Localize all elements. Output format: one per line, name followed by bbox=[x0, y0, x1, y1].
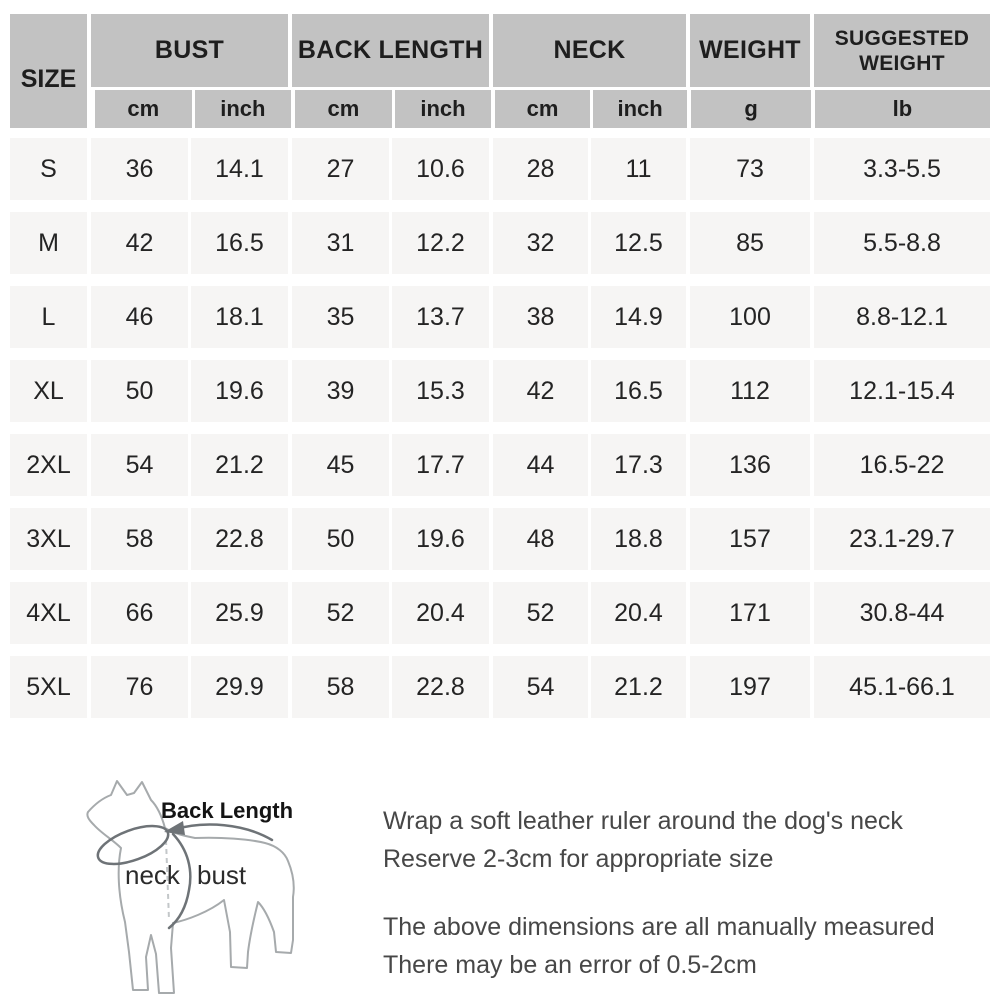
size-cell: 5XL bbox=[10, 656, 87, 718]
back-inch-cell: 13.7 bbox=[392, 286, 489, 348]
back-inch-cell: 17.7 bbox=[392, 434, 489, 496]
neck-inch-cell: 12.5 bbox=[591, 212, 686, 274]
neck-inch-cell: 16.5 bbox=[591, 360, 686, 422]
neck-cm-cell: 32 bbox=[493, 212, 588, 274]
note-line: There may be an error of 0.5-2cm bbox=[383, 951, 757, 979]
table-row bbox=[10, 656, 990, 718]
size-column-header: SIZE bbox=[10, 14, 87, 128]
neck-cm-cell: 38 bbox=[493, 286, 588, 348]
table-row bbox=[10, 138, 990, 200]
unit-weight-g: g bbox=[691, 90, 810, 128]
back-inch-cell: 15.3 bbox=[392, 360, 489, 422]
back-cm-cell: 45 bbox=[292, 434, 389, 496]
size-cell: S bbox=[10, 138, 87, 200]
bust-inch-cell: 18.1 bbox=[191, 286, 288, 348]
bust-cm-cell: 76 bbox=[91, 656, 188, 718]
size-chart-table bbox=[10, 14, 990, 730]
neck-inch-cell: 11 bbox=[591, 138, 686, 200]
column-group-weight: WEIGHT bbox=[690, 14, 810, 87]
weight-cell: 85 bbox=[690, 212, 810, 274]
back-inch-cell: 12.2 bbox=[392, 212, 489, 274]
neck-cm-cell: 42 bbox=[493, 360, 588, 422]
back-length-label: Back Length bbox=[161, 798, 294, 823]
unit-neck-cm: cm bbox=[495, 90, 590, 128]
neck-inch-cell: 18.8 bbox=[591, 508, 686, 570]
unit-back-cm: cm bbox=[295, 90, 392, 128]
back-cm-cell: 39 bbox=[292, 360, 389, 422]
column-group-suggested-weight: SUGGESTED WEIGHT bbox=[814, 14, 990, 87]
neck-inch-cell: 20.4 bbox=[591, 582, 686, 644]
neck-cm-cell: 52 bbox=[493, 582, 588, 644]
table-header bbox=[10, 14, 990, 128]
back-inch-cell: 20.4 bbox=[392, 582, 489, 644]
unit-neck-inch: inch bbox=[593, 90, 688, 128]
unit-bust-inch: inch bbox=[195, 90, 292, 128]
neck-cm-cell: 28 bbox=[493, 138, 588, 200]
suggested-weight-cell: 45.1-66.1 bbox=[814, 656, 990, 718]
bust-inch-cell: 14.1 bbox=[191, 138, 288, 200]
back-cm-cell: 35 bbox=[292, 286, 389, 348]
neck-label: neck bbox=[125, 860, 180, 890]
unit-back-inch: inch bbox=[395, 90, 492, 128]
bust-inch-cell: 19.6 bbox=[191, 360, 288, 422]
suggested-weight-cell: 12.1-15.4 bbox=[814, 360, 990, 422]
size-cell: L bbox=[10, 286, 87, 348]
note-line: Wrap a soft leather ruler around the dog's neck bbox=[383, 807, 903, 835]
neck-inch-cell: 14.9 bbox=[591, 286, 686, 348]
table-row bbox=[10, 212, 990, 274]
unit-suggested-lb: lb bbox=[815, 90, 990, 128]
bust-inch-cell: 29.9 bbox=[191, 656, 288, 718]
back-cm-cell: 27 bbox=[292, 138, 389, 200]
measurement-notes bbox=[383, 802, 973, 984]
neck-cm-cell: 54 bbox=[493, 656, 588, 718]
size-cell: 3XL bbox=[10, 508, 87, 570]
table-row bbox=[10, 434, 990, 496]
bust-cm-cell: 46 bbox=[91, 286, 188, 348]
weight-cell: 157 bbox=[690, 508, 810, 570]
bust-label: bust bbox=[197, 860, 247, 890]
back-cm-cell: 31 bbox=[292, 212, 389, 274]
weight-cell: 197 bbox=[690, 656, 810, 718]
column-group-bust: BUST bbox=[91, 14, 288, 87]
neck-cm-cell: 48 bbox=[493, 508, 588, 570]
suggested-weight-cell: 3.3-5.5 bbox=[814, 138, 990, 200]
table-row bbox=[10, 286, 990, 348]
back-cm-cell: 58 bbox=[292, 656, 389, 718]
back-inch-cell: 19.6 bbox=[392, 508, 489, 570]
neck-inch-cell: 21.2 bbox=[591, 656, 686, 718]
unit-header-row bbox=[91, 90, 990, 128]
size-cell: 4XL bbox=[10, 582, 87, 644]
bust-cm-cell: 36 bbox=[91, 138, 188, 200]
suggested-weight-cell: 16.5-22 bbox=[814, 434, 990, 496]
suggested-weight-cell: 30.8-44 bbox=[814, 582, 990, 644]
weight-cell: 136 bbox=[690, 434, 810, 496]
back-cm-cell: 52 bbox=[292, 582, 389, 644]
weight-cell: 100 bbox=[690, 286, 810, 348]
neck-inch-cell: 17.3 bbox=[591, 434, 686, 496]
table-row bbox=[10, 508, 990, 570]
column-group-neck: NECK bbox=[493, 14, 686, 87]
neck-cm-cell: 44 bbox=[493, 434, 588, 496]
weight-cell: 112 bbox=[690, 360, 810, 422]
note-line: The above dimensions are all manually measured bbox=[383, 913, 935, 941]
bust-cm-cell: 54 bbox=[91, 434, 188, 496]
group-header-row bbox=[91, 14, 990, 87]
weight-cell: 171 bbox=[690, 582, 810, 644]
table-row bbox=[10, 360, 990, 422]
column-group-back-length: BACK LENGTH bbox=[292, 14, 489, 87]
back-inch-cell: 10.6 bbox=[392, 138, 489, 200]
dog-measurement-diagram bbox=[25, 772, 355, 1000]
bust-inch-cell: 25.9 bbox=[191, 582, 288, 644]
note-line: Reserve 2-3cm for appropriate size bbox=[383, 845, 774, 873]
bust-inch-cell: 22.8 bbox=[191, 508, 288, 570]
suggested-weight-cell: 8.8-12.1 bbox=[814, 286, 990, 348]
back-cm-cell: 50 bbox=[292, 508, 389, 570]
weight-cell: 73 bbox=[690, 138, 810, 200]
bust-cm-cell: 58 bbox=[91, 508, 188, 570]
bust-cm-cell: 66 bbox=[91, 582, 188, 644]
bust-inch-cell: 16.5 bbox=[191, 212, 288, 274]
suggested-weight-cell: 23.1-29.7 bbox=[814, 508, 990, 570]
bust-cm-cell: 42 bbox=[91, 212, 188, 274]
size-cell: 2XL bbox=[10, 434, 87, 496]
suggested-weight-cell: 5.5-8.8 bbox=[814, 212, 990, 274]
bust-cm-cell: 50 bbox=[91, 360, 188, 422]
unit-bust-cm: cm bbox=[95, 90, 192, 128]
size-cell: XL bbox=[10, 360, 87, 422]
bust-inch-cell: 21.2 bbox=[191, 434, 288, 496]
table-row bbox=[10, 582, 990, 644]
back-inch-cell: 22.8 bbox=[392, 656, 489, 718]
size-cell: M bbox=[10, 212, 87, 274]
